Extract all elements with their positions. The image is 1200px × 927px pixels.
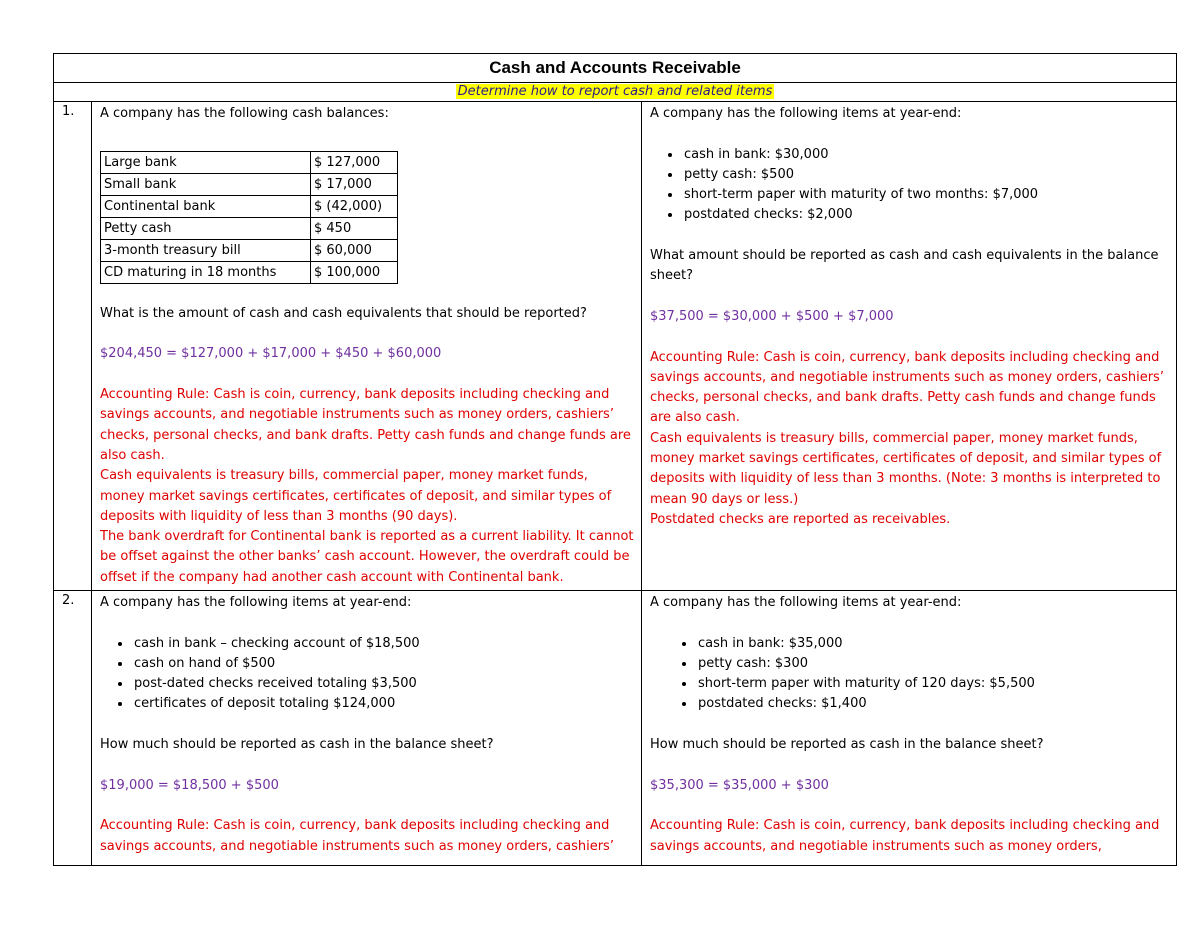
list-item: • short-term paper with maturity of two months: $7,000 xyxy=(682,185,1170,205)
row-number: 2. xyxy=(54,591,92,866)
item-list xyxy=(650,634,1170,715)
balance-name: Small bank xyxy=(101,173,311,195)
table-row xyxy=(101,217,398,239)
problem-question: How much should be reported as cash in the balance sheet? xyxy=(650,737,1044,753)
problem-intro: A company has the following items at year-end: xyxy=(650,106,962,121)
row-number: 1. xyxy=(54,102,92,591)
problem-answer: $37,500 = $30,000 + $500 + $7,000 xyxy=(650,308,894,324)
list-item: • cash in bank: $35,000 xyxy=(696,634,1170,654)
table-row xyxy=(101,195,398,217)
accounting-rule: Cash equivalents is treasury bills, commercial paper, money market funds, money market savings certificates, certificates of deposit, and similar types of deposits with liquidity of less than 3 months (90 days). xyxy=(100,468,612,524)
problem-answer: $35,300 = $35,000 + $300 xyxy=(650,777,829,793)
list-item: • petty cash: $500 xyxy=(682,165,1170,185)
list-item: • cash in bank: $30,000 xyxy=(682,145,1170,165)
left-problem xyxy=(92,102,642,591)
balance-value: $ 60,000 xyxy=(311,239,398,261)
right-problem xyxy=(642,102,1177,591)
right-problem xyxy=(642,591,1177,866)
balance-name: Continental bank xyxy=(101,195,311,217)
accounting-rule: Accounting Rule: Cash is coin, currency, bank deposits including checking and savings accounts, and negotiable instruments such as money orders, xyxy=(650,818,1160,854)
balance-name: Large bank xyxy=(101,151,311,173)
table-row xyxy=(101,173,398,195)
accounting-rule: Postdated checks are reported as receivables. xyxy=(650,511,951,527)
left-problem xyxy=(92,591,642,866)
balance-value: $ 100,000 xyxy=(311,261,398,283)
table-row xyxy=(101,239,398,261)
problem-question: What is the amount of cash and cash equivalents that should be reported? xyxy=(100,305,587,321)
problem-answer: $204,450 = $127,000 + $17,000 + $450 + $60,000 xyxy=(100,346,442,362)
table-row xyxy=(101,261,398,283)
item-list xyxy=(650,145,1170,226)
problem-intro: A company has the following items at year-end: xyxy=(650,595,962,610)
worksheet-table xyxy=(53,53,1177,866)
list-item: • cash in bank – checking account of $18,500 xyxy=(132,634,635,654)
problem-intro: A company has the following cash balances: xyxy=(100,106,389,121)
balance-value: $ 127,000 xyxy=(311,151,398,173)
accounting-rule: Accounting Rule: Cash is coin, currency, bank deposits including checking and savings accounts, and negotiable instruments such as money orders, cashiers’ xyxy=(100,818,614,854)
subtitle-highlight: Determine how to report cash and related items xyxy=(457,84,773,99)
cash-balances-table xyxy=(100,151,398,284)
accounting-rule: Cash equivalents is treasury bills, commercial paper, money market funds, money market savings certificates, certificates of deposit, and similar types of deposits with liquidity of less than 3 months. (Note: 3 months is interpreted to mean 90 days or less.) xyxy=(650,430,1162,507)
list-item: • post-dated checks received totaling $3,500 xyxy=(132,674,635,694)
problem-row-1 xyxy=(54,102,1177,591)
accounting-rule: The bank overdraft for Continental bank is reported as a current liability. It cannot be offset against the other banks’ cash account. However, the overdraft could be offset if the company had another cash account with Continental bank. xyxy=(100,529,634,585)
balance-value: $ 17,000 xyxy=(311,173,398,195)
problem-intro: A company has the following items at year-end: xyxy=(100,595,412,610)
problem-question: How much should be reported as cash in the balance sheet? xyxy=(100,737,494,753)
list-item: • postdated checks: $2,000 xyxy=(682,205,1170,225)
page-title: Cash and Accounts Receivable xyxy=(54,54,1177,83)
balance-value: $ (42,000) xyxy=(311,195,398,217)
list-item: • petty cash: $300 xyxy=(696,654,1170,674)
balance-value: $ 450 xyxy=(311,217,398,239)
balance-name: 3-month treasury bill xyxy=(101,239,311,261)
problem-question: What amount should be reported as cash and cash equivalents in the balance sheet? xyxy=(650,248,1159,284)
accounting-rule: Accounting Rule: Cash is coin, currency, bank deposits including checking and savings accounts, and negotiable instruments such as money orders, cashiers’ checks, personal checks, and bank drafts. Petty cash funds and change funds are also cash. xyxy=(650,349,1164,426)
problem-row-2 xyxy=(54,591,1177,866)
accounting-rule: Accounting Rule: Cash is coin, currency, bank deposits including checking and savings accounts, and negotiable instruments such as money orders, cashiers’ checks, personal checks, and bank drafts. Petty cash funds and change funds are also cash. xyxy=(100,387,631,463)
list-item: • cash on hand of $500 xyxy=(132,654,635,674)
balance-name: Petty cash xyxy=(101,217,311,239)
list-item: • certificates of deposit totaling $124,000 xyxy=(132,694,635,714)
item-list xyxy=(100,634,635,715)
table-row xyxy=(101,151,398,173)
list-item: • postdated checks: $1,400 xyxy=(696,694,1170,714)
list-item: • short-term paper with maturity of 120 days: $5,500 xyxy=(696,674,1170,694)
balance-name: CD maturing in 18 months xyxy=(101,261,311,283)
problem-answer: $19,000 = $18,500 + $500 xyxy=(100,777,279,793)
subtitle-cell xyxy=(54,83,1177,102)
